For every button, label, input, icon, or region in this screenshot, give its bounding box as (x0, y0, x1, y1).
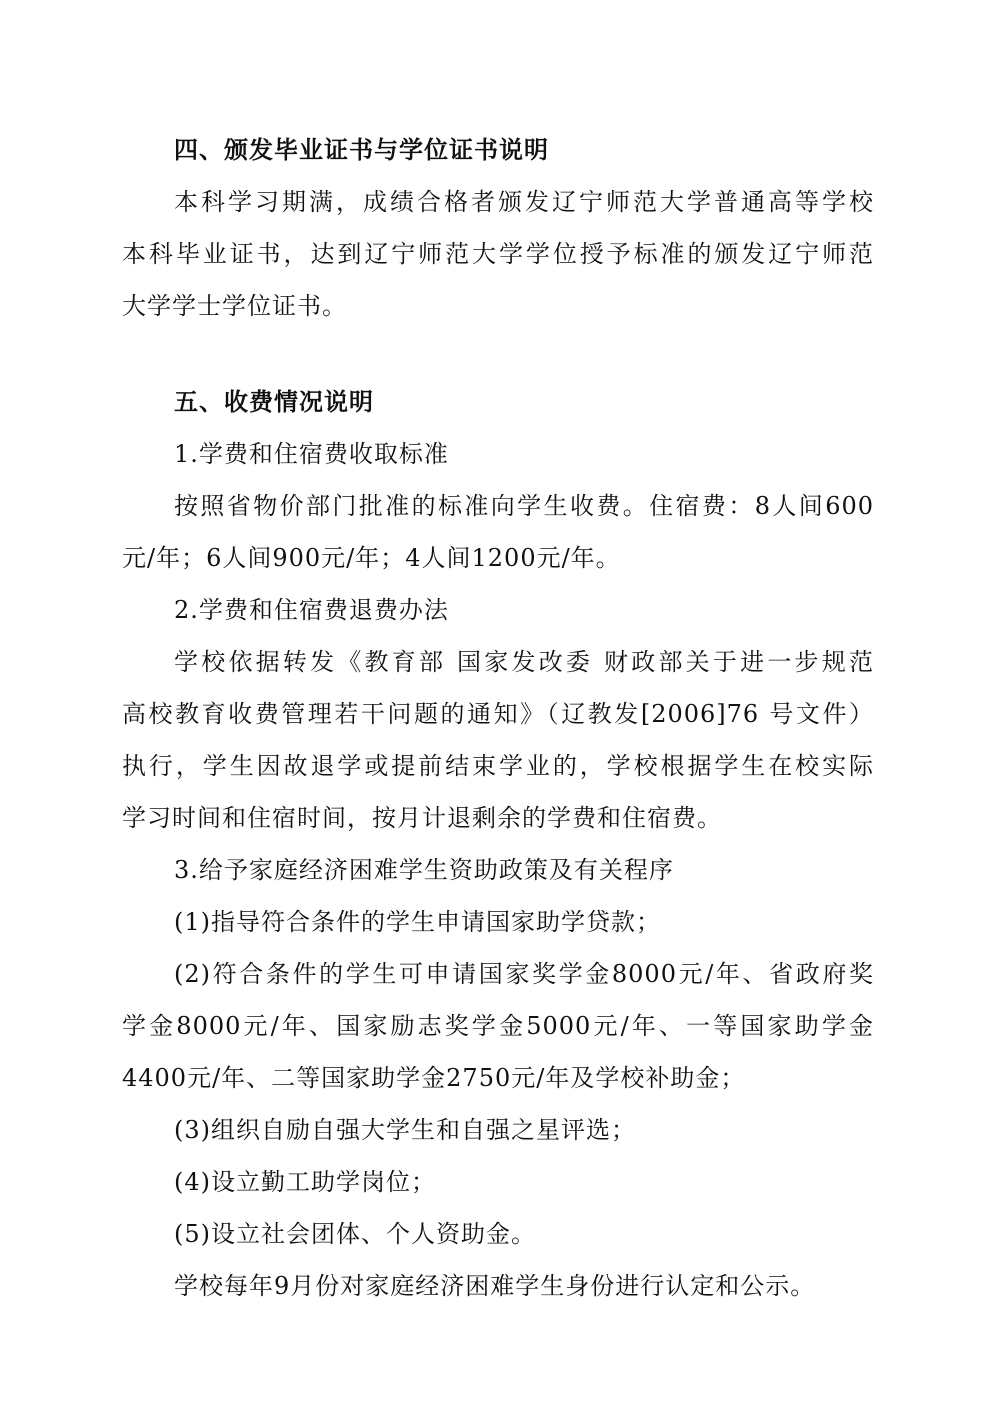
item-2-line-3: 执行，学生因故退学或提前结束学业的，学校根据学生在校实际 (122, 752, 874, 780)
closing-paragraph: 学校每年9月份对家庭经济困难学生身份进行认定和公示。 (174, 1272, 816, 1300)
item-3-sub-2-line-3: 4400元/年、二等国家助学金2750元/年及学校补助金； (122, 1064, 746, 1092)
item-2-title: 2.学费和住宿费退费办法 (174, 596, 449, 624)
item-2-line-4: 学习时间和住宿时间，按月计退剩余的学费和住宿费。 (122, 804, 722, 832)
section-4-paragraph-line-3: 大学学士学位证书。 (122, 292, 347, 320)
item-3-sub-4: (4)设立勤工助学岗位； (174, 1168, 436, 1196)
section-4-paragraph-line-2: 本科毕业证书，达到辽宁师范大学学位授予标准的颁发辽宁师范 (122, 240, 874, 268)
section-4-paragraph-line-1: 本科学习期满，成绩合格者颁发辽宁师范大学普通高等学校 (174, 188, 874, 216)
section-5 (122, 376, 874, 1312)
item-3-title: 3.给予家庭经济困难学生资助政策及有关程序 (174, 856, 674, 884)
item-1-line-2: 元/年；6人间900元/年；4人间1200元/年。 (122, 544, 621, 572)
item-3-sub-2-line-2: 学金8000元/年、国家励志奖学金5000元/年、一等国家助学金 (122, 1012, 874, 1040)
item-1-title: 1.学费和住宿费收取标准 (174, 440, 449, 468)
item-3-sub-5: (5)设立社会团体、个人资助金。 (174, 1220, 536, 1248)
item-2-line-2: 高校教育收费管理若干问题的通知》（辽教发[2006]76 号文件） (122, 700, 874, 728)
section-4 (122, 124, 874, 332)
section-5-heading: 五、收费情况说明 (174, 387, 374, 416)
item-3-sub-3: (3)组织自励自强大学生和自强之星评选； (174, 1116, 636, 1144)
item-3-sub-1: (1)指导符合条件的学生申请国家助学贷款； (174, 908, 661, 936)
item-3-sub-2-line-1: (2)符合条件的学生可申请国家奖学金8000元/年、省政府奖 (174, 960, 874, 988)
item-1-line-1: 按照省物价部门批准的标准向学生收费。住宿费：8人间600 (174, 492, 874, 520)
item-2-line-1: 学校依据转发《教育部 国家发改委 财政部关于进一步规范 (174, 648, 874, 676)
section-4-heading: 四、颁发毕业证书与学位证书说明 (174, 135, 549, 164)
